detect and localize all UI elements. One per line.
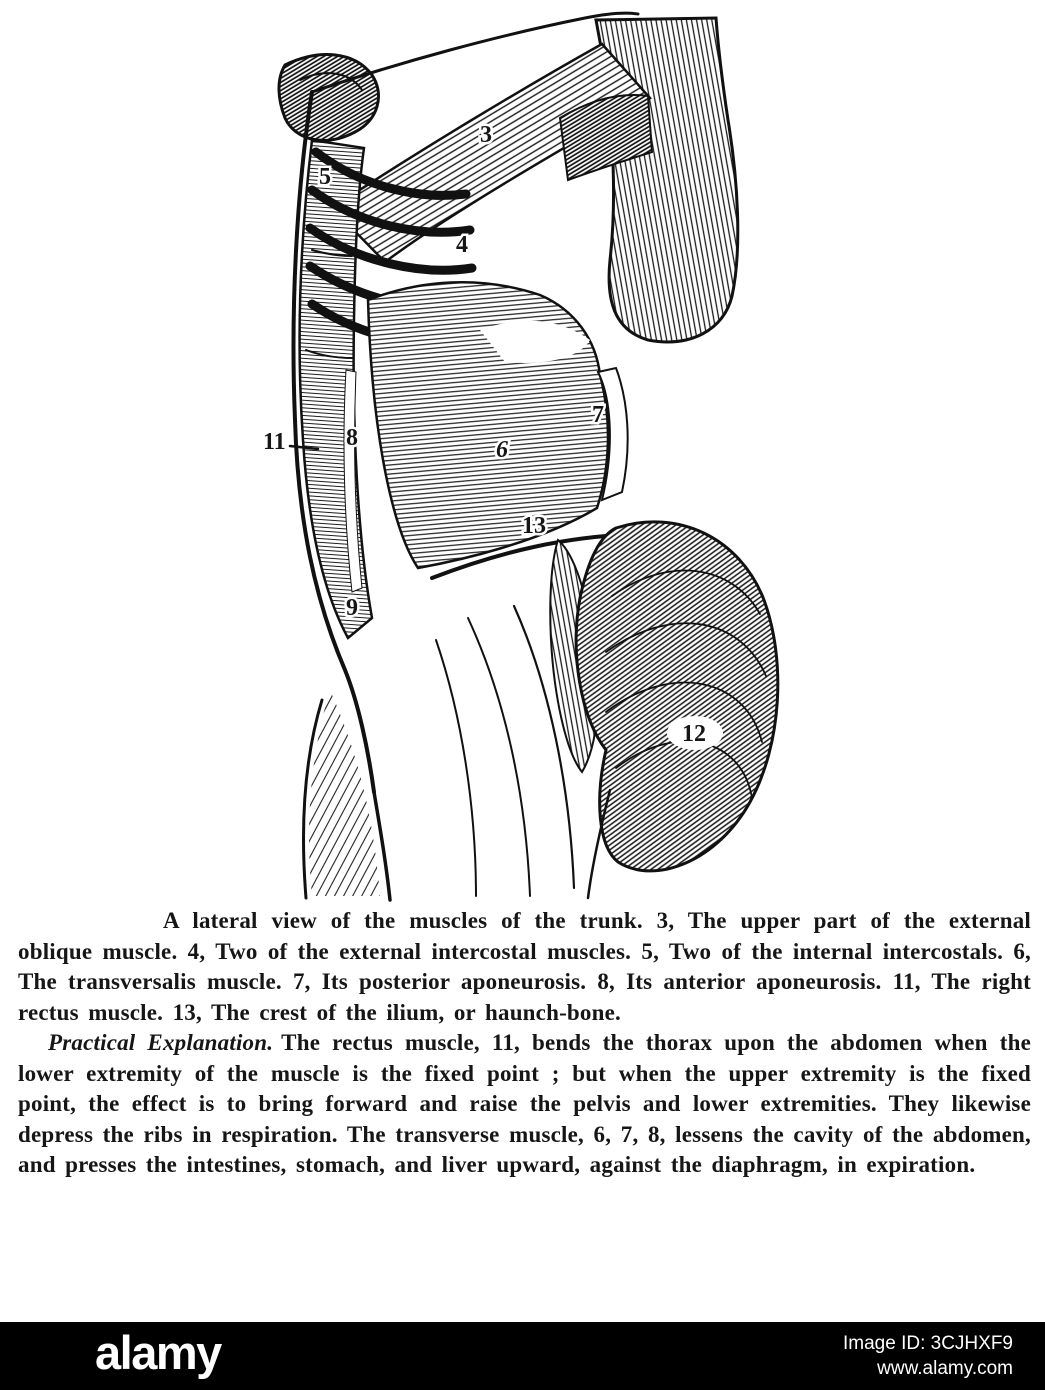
- figure-label-3: 3: [480, 122, 492, 148]
- alamy-watermark-bar: [0, 1322, 1045, 1390]
- figure-label-12: 12: [682, 721, 706, 747]
- figure-label-8: 8: [346, 425, 358, 451]
- practical-explanation-text: The rectus muscle, 11, bends the thorax upon the abdomen when the lower extremity of the muscle is the fixed point ; but when the upper extremity is the fixed point, the effect is to bring forward and raise the pelvis and lower extremities. They likewise depress the ribs in respiration. The transverse muscle, 6, 7, 8, lessens the cavity of the abdomen, and presses the intestines, stomach, and liver upward, against the diaphragm, in expiration.: [18, 1030, 1031, 1177]
- transversalis-mass: [368, 282, 608, 568]
- shoulder-knot: [279, 55, 379, 141]
- figure-label-13: 13: [522, 513, 546, 539]
- figure-label-7: 7: [592, 402, 604, 428]
- figure-label-4: 4: [456, 232, 468, 258]
- engraving-shapes: [279, 13, 778, 900]
- figure-label-9: 9: [346, 595, 358, 621]
- image-id-text: Image ID: 3CJHXF9: [843, 1333, 1013, 1354]
- glute-mass: [576, 522, 778, 871]
- practical-explanation-lead: Practical Explanation.: [48, 1030, 274, 1055]
- figure-label-6: 6: [496, 437, 508, 463]
- left-leg-shading: [309, 690, 380, 896]
- alamy-url-text: www.alamy.com: [877, 1358, 1013, 1379]
- caption-paragraph: A lateral view of the muscles of the trunk. 3, The upper part of the external oblique muscle. 4, Two of the external intercostal muscles. 5, Two of the internal intercostals. 6, The transversalis muscle. 7, Its posterior aponeurosis. 8, Its anterior aponeurosis. 11, The right rectus muscle. 13, The crest of the ilium, or haunch-bone.: [18, 908, 1031, 1025]
- figure-label-5: 5: [319, 164, 331, 190]
- watermark-meta: [843, 1331, 1013, 1381]
- caption-block: [18, 906, 1031, 1181]
- alamy-logo: alamy: [95, 1326, 221, 1380]
- figure-label-11: 11: [263, 429, 286, 455]
- practical-explanation-paragraph: [18, 1028, 1031, 1181]
